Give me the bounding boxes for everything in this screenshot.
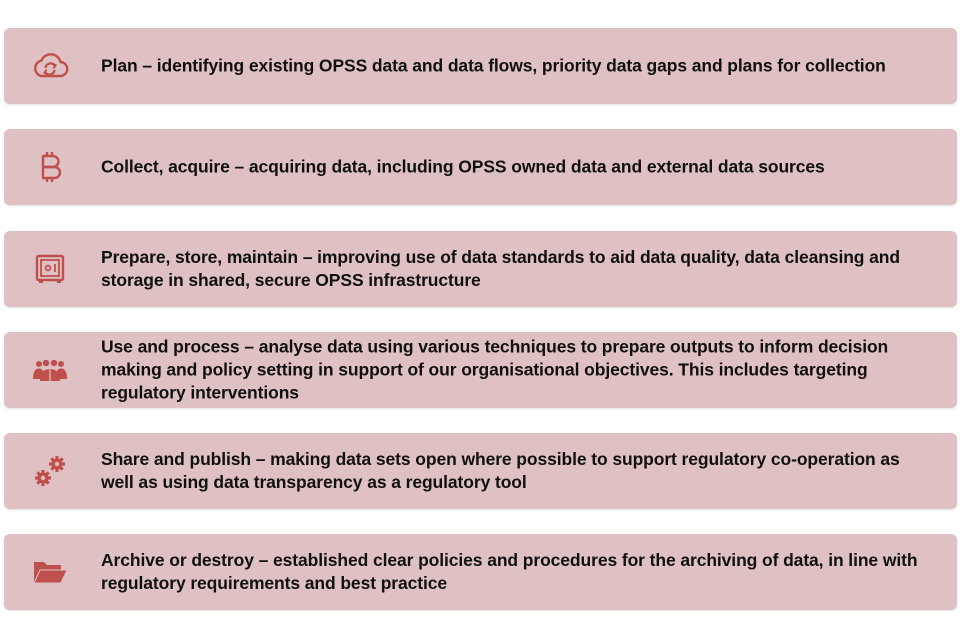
stage-text: Prepare, store, maintain – improving use of data standards to aid data quality, data cleansing and storage in shared, secure OPSS infrastructure — [101, 247, 900, 290]
stage-text: Share and publish – making data sets open where possible to support regulatory co-operation as well as using data transparency as a regulatory tool — [101, 449, 900, 492]
stage-card-use — [4, 332, 957, 408]
stage-text: Archive or destroy – established clear policies and procedures for the archiving of data, in line with regulatory requirements and best practice — [101, 550, 918, 593]
stage-card-collect — [4, 129, 957, 205]
stage-text: Plan – identifying existing OPSS data and data flows, priority data gaps and plans for collection — [101, 55, 886, 76]
stage-card-archive — [4, 534, 957, 610]
people-group-icon — [28, 348, 72, 392]
cloud-sync-icon — [28, 44, 72, 88]
stage-text: Collect, acquire – acquiring data, including OPSS owned data and external data sources — [101, 156, 825, 177]
safe-icon — [28, 247, 72, 291]
stage-card-prepare — [4, 231, 957, 307]
stage-card-share — [4, 433, 957, 509]
bitcoin-icon — [28, 145, 72, 189]
open-folder-icon — [28, 550, 72, 594]
stage-card-plan — [4, 28, 957, 104]
gears-icon — [28, 449, 72, 493]
stage-text: Use and process – analyse data using various techniques to prepare outputs to inform decision making and policy setting in support of our organisational objectives. This includes targeting regulatory interventions — [101, 336, 889, 403]
